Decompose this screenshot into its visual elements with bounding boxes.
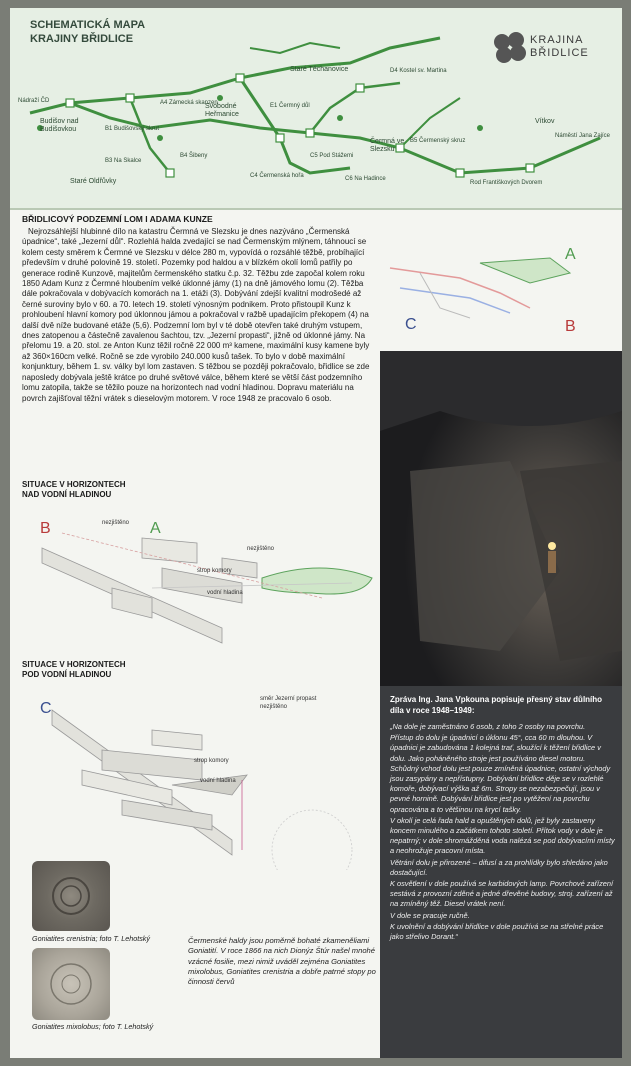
label-strop-komory-2: strop komory [194, 758, 229, 764]
label-smer-propast: směr Jezerní propast [260, 696, 317, 702]
quote-title: Zpráva Ing. Jana Vpkouna popisuje přesný stav důlního díla v roce 1948–1949: [390, 695, 603, 715]
ammonite-icon [32, 948, 110, 1020]
map-title-line2: KRAJINY BŘIDLICE [30, 33, 134, 45]
quote-paragraph: V okolí je celá řada hald a opuštěných dolů, jež byly zastaveny koncem minulého a začátkem tohoto století. Přítok vody v dole je nepatrný; v dole shromážděná voda nalézá se pod dobývacími místy a neohrožuje pracovní místa. [390, 815, 615, 856]
map-title-line1: SCHEMATICKÁ MAPA [30, 19, 146, 31]
overview-diagram [380, 238, 622, 350]
diagram-above-water [22, 508, 377, 658]
quote-paragraph: V dole se pracuje ručně. [390, 910, 470, 920]
section1-letter-a: A [150, 520, 161, 537]
map-label: C4 Čermenská hořa [250, 173, 304, 179]
quote-paragraph: „Na dole je zaměstnáno 6 osob, z toho 2 osoby na povrchu. [390, 722, 586, 731]
map-title [30, 18, 145, 46]
quote-paragraph: K uvolnění a dobývání břidlice v dole používá se na střelné práce jako střelivo Dorant.“ [390, 921, 604, 942]
map-label: Náměstí Jana Zajíce [555, 133, 611, 139]
town-stare-techanovice: Staré Těchanovice [290, 66, 349, 73]
section1-title-line2: NAD VODNÍ HLADINOU [22, 490, 112, 499]
label-nezjisteno-1: nezjištěno [102, 520, 130, 526]
map-label: A4 Zámecká skanzen [160, 100, 218, 106]
fossil-mixolobus-image [32, 948, 110, 1020]
article-heading: BŘIDLICOVÝ PODZEMNÍ LOM I ADAMA KUNZE [22, 214, 213, 224]
section2-letter-c: C [40, 700, 52, 717]
fossil-text: Čermenské haldy jsou poměrně bohaté zkameněliami Goniatití. V roce 1866 na nich Dionýz Štúr našel mnohé vzácné fosilie, mezi nimiž uváděl zejména Goniatites mixolobus, Goniatites crenistria a dobře patrné stopy po činnosti červů [188, 936, 376, 987]
town-budisov: Budišov nad Budišovkou [40, 118, 79, 133]
quote-paragraph: Přístup do dolu je úpadnicí o úklonu 45°, cca 60 m dlouhou. V úpadnici je zabudována 1 kolejná trať, sloužící k těžení břidlice v dolu. Jako poháněného stroje jest používáno diesel motoru. Schůdný vchod dolu jest pouze zmíněná úpadnice, ostatní východy jsou zasypány a nepřístupny. Dobývání břidlice děje se v rozlehlé komoře, dobývací výška až 6m. Stropy se nezabezpečují, jsou v pevné hornině. Dobývání břidlice jest po vytěžení na povrchu opracována a to většinou na krycí tašky. [390, 733, 611, 814]
label-vodni-hladina-2: vodní hladina [200, 778, 236, 784]
map-label: B3 Na Skalce [105, 158, 142, 164]
overview-letter-c: C [405, 316, 417, 333]
diagram-below-water [22, 690, 377, 870]
town-stare-oldruvky: Staré Oldřůvky [70, 178, 117, 185]
map-label: B5 Čermenský skruz [410, 138, 466, 144]
section2-title-line1: SITUACE V HORIZONTECH [22, 660, 126, 669]
section1-title [22, 480, 126, 500]
town-cermna: Čermná ve Slezsku [370, 138, 405, 153]
section2-title-line2: POD VODNÍ HLADINOU [22, 670, 112, 679]
map-label: D4 Kostel sv. Martina [390, 68, 447, 74]
fossil-caption-1: Goniatites crenistria; foto T. Lehotský [32, 934, 150, 943]
article [22, 214, 377, 404]
label-nezjisteno-2: nezjištěno [247, 546, 275, 552]
map-label: E1 Čermný důl [270, 103, 310, 109]
quote-paragraph: Větrání dolu je přirozené – difusí a za prohlídky bylo shledáno jako dostačující. [390, 857, 608, 877]
report-quote-box [380, 686, 622, 1058]
mine-photo [380, 351, 622, 686]
map-label: B1 Budišovský skrut [105, 126, 160, 132]
section1-letter-b: B [40, 520, 51, 537]
logo-text [530, 34, 589, 60]
schematic-map [10, 8, 622, 210]
krajina-bridlice-logo-icon [490, 28, 530, 68]
info-panel [10, 8, 622, 1058]
town-svobodne-hermanice: Svobodné Heřmanice [205, 103, 239, 118]
section2-title [22, 660, 126, 680]
map-label: Nádraží ČD [18, 98, 50, 104]
label-strop-komory: strop komory [197, 568, 232, 574]
diagram-above-water-svg [22, 508, 377, 658]
logo-text-line1: KRAJINA [530, 34, 584, 46]
ammonite-icon [32, 861, 110, 931]
map-label: B4 Šibeny [180, 153, 208, 159]
overview-letter-a: A [565, 246, 576, 263]
quote-body [390, 722, 615, 943]
article-body: Nejrozsáhlejší hlubinné dílo na katastru Čermná ve Slezsku je dnes nazýváno „Čermenská úpadnice“, také „Jezerní důl“. Rozlehlá halda zvedající se nad Čermenským mlýnem, táhnoucí se kolem cesty směrem k Čermné ve Slezsku v délce 280 m, vypovídá o rozsáhlé těžbě, probíhající především v druhé polovině 19. století. Pozemky pod haldou a v blízkém okolí lomů patřily po generace rodině Kunzově, majitelům čermenského statku č.p. 32. Těžbu zde započal kolem roku 1850 Adam Kunz z Čermné hloubením velké úklonné jámy (1) na dně jámového lomu (2). Těžba dále pokračovala v dobývacích komorách na 1. etáži (3). Dobývání zdejší kvalitní modrošedé až černé suroviny bylo v 60. a 70. letech 19. století výnosným podnikem. Proto přistoupil Kunz k prohloubení hlavní komory pod úklonnou jámou a pokračoval v ražbě upadajícím překopem (4) na další dvě níže budované etáže (5,6). Podzemní lom byl v té době otevřen také druhým vstupem, dnes zatopenou a částečně zavalenou šachtou, tzv. „Jezerní propasti“, jižně od úklonné jámy. Na přelomu 19. a 20. stol. ze Anton Kunz těžil ročně 22 000 m³ kamene, maximální kusy kamene byly až 360×160cm velké. Ročně se zde vyrobilo 240.000 kusů tašek. To bylo v době maximální konjunktury, během 1. sv. války byl lom zastaven. S těžbou se později pokračovalo, břidlice se zde naposledy dobývala ještě krátce po druhé světové válce, během které se větší část podzemního lomu zatopila, takže se těžilo pouze na horizontech nad vodní hladinou. Dopravu materiálu na povrch zajišťoval těžní vrátek s dieselovým motorem. V roce 1948 ze pracovalo 6 osob. [22, 227, 370, 403]
mine-interior-image [380, 351, 622, 686]
section1-title-line1: SITUACE V HORIZONTECH [22, 480, 126, 489]
map-label: C5 Pod Stážemi [310, 153, 354, 159]
map-label: Rod Františkových Dvorem [470, 180, 543, 186]
label-vodni-hladina: vodní hladina [207, 590, 243, 596]
overview-letter-b: B [565, 318, 576, 335]
town-vitkov: Vítkov [535, 118, 555, 125]
fossil-caption-2: Goniatites mixolobus; foto T. Lehotský [32, 1022, 154, 1031]
label-nezjisteno-3: nezjištěno [260, 704, 288, 710]
map-label: C6 Na Hadince [345, 176, 386, 182]
quote-paragraph: K osvětlení v dole používá se karbidových lamp. Povrchové zařízení sestává z provozní zděné a jedné dřevěné budovy, stroj. zařízení až na zmíněný těž. Diesel vrátek není. [390, 879, 614, 909]
fossil-crenistria-image [32, 861, 110, 931]
logo-text-line2: BŘIDLICE [530, 47, 589, 59]
